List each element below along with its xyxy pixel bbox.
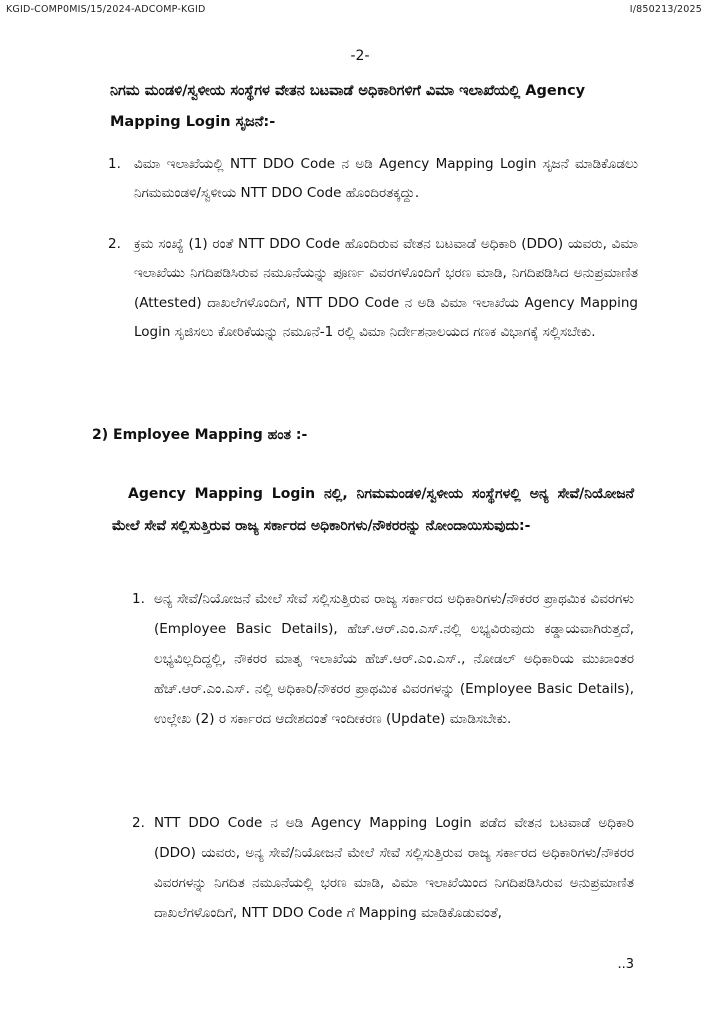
list-item-text: ಕ್ರಮ ಸಂಖ್ಯೆ (1) ರಂತೆ NTT DDO Code ಹೊಂದಿರುವ ವೇತನ ಬಟವಾಡೆ ಅಧಿಕಾರಿ (DDO) ಯವರು, ವಿಮಾ ಇಲಾಖೆಯು ನಿಗದಿಪಡಿಸಿರುವ ನಮೂನೆಯನ್ನು ಪೂರ್ಣ ವಿವರಗಳೊಂದಿಗೆ ಭರಣ ಮಾಡಿ, ನಿಗದಿಪಡಿಸಿದ ಅನುಪ್ರಮಾಣಿತ (Attested) ದಾಖಲೆಗಳೊಂದಿಗೆ, NTT DDO Code ನ ಅಡಿ ವಿಮಾ ಇಲಾಖೆಯ Agency Mapping Login ಸೃಜಿಸಲು ಕೋರಿಕೆಯನ್ನು ನಮೂನೆ-1 ರಲ್ಲಿ ವಿಮಾ ನಿರ್ದೇಶನಾಲಯದ ಗಣಕ ವಿಭಾಗಕ್ಕೆ ಸಲ್ಲಿಸಬೇಕು. <box>134 236 638 341</box>
section2-heading: 2) Employee Mapping ಹಂತ :- <box>92 427 308 443</box>
section2-intro: Agency Mapping Login ನಲ್ಲಿ, ನಿಗಮಮಂಡಳಿ/ಸ್ವಳೀಯ ಸಂಸ್ಥೆಗಳಲ್ಲಿ ಅನ್ಯ ಸೇವೆ/ನಿಯೋಜನೆ ಮೇಲೆ ಸೇವೆ ಸಲ್ಲಿಸುತ್ತಿರುವ ರಾಜ್ಯ ಸರ್ಕಾರದ ಅಧಿಕಾರಿಗಳು/ನೌಕರರನ್ನು ನೋಂದಾಯಿಸುವುದು:- <box>112 486 634 534</box>
list-item-text: ಅನ್ಯ ಸೇವೆ/ನಿಯೋಜನೆ ಮೇಲೆ ಸೇವೆ ಸಲ್ಲಿಸುತ್ತಿರುವ ರಾಜ್ಯ ಸರ್ಕಾರದ ಅಧಿಕಾರಿಗಳು/ನೌಕರರ ಪ್ರಾಥಮಿಕ ವಿವರಗಳು (Employee Basic Details), ಹೆಚ್.ಆರ್.ಎಂ.ಎಸ್.ನಲ್ಲಿ ಲಭ್ಯವಿರುವುದು ಕಡ್ಡಾಯವಾಗಿರುತ್ತದೆ, ಲಭ್ಯವಿಲ್ಲದಿದ್ದಲ್ಲಿ, ನೌಕರರ ಮಾತೃ ಇಲಾಖೆಯ ಹೆಚ್.ಆರ್.ಎಂ.ಎಸ್., ನೋಡಲ್ ಅಧಿಕಾರಿಯ ಮುಖಾಂತರ ಹೆಚ್.ಆರ್.ಎಂ.ಎಸ್. ನಲ್ಲಿ ಅಧಿಕಾರಿ/ನೌಕರರ ಪ್ರಾಥಮಿಕ ವಿವರಗಳನ್ನು (Employee Basic Details), ಉಲ್ಲೇಖ (2) ರ ಸರ್ಕಾರದ ಆದೇಶದಂತೆ ಇಂದೀಕರಣ (Update) ಮಾಡಿಸಬೇಕು. <box>154 591 634 727</box>
list-item-number: 2. <box>132 815 145 831</box>
list-item <box>108 230 638 348</box>
list-item-text: NTT DDO Code ನ ಅಡಿ Agency Mapping Login ಪಡೆದ ವೇತನ ಬಟವಾಡೆ ಅಧಿಕಾರಿ (DDO) ಯವರು, ಅನ್ಯ ಸೇವೆ/ನಿಯೋಜನೆ ಮೇಲೆ ಸೇವೆ ಸಲ್ಲಿಸುತ್ತಿರುವ ರಾಜ್ಯ ಸರ್ಕಾರದ ಅಧಿಕಾರಿಗಳು/ನೌಕರರ ವಿವರಗಳನ್ನು ನಿಗದಿತ ನಮೂನೆಯಲ್ಲಿ ಭರಣ ಮಾಡಿ, ವಿಮಾ ಇಲಾಖೆಯಿಂದ ನಿಗದಿಪಡಿಸಿರುವ ಅನುಪ್ರಮಾಣಿತ ದಾಖಲೆಗಳೊಂದಿಗೆ, NTT DDO Code ಗೆ Mapping ಮಾಡಿಕೊಡುವಂತೆ, <box>154 815 634 921</box>
list-item <box>132 808 634 928</box>
document-reference-number: KGID-COMP0MIS/15/2024-ADCOMP-KGID <box>6 4 206 15</box>
section1-list <box>108 230 638 348</box>
page-number: -2- <box>350 48 370 64</box>
section2-list <box>132 584 634 734</box>
next-page-marker: ..3 <box>617 957 634 972</box>
list-item-number: 1. <box>108 156 121 172</box>
list-item-number: 1. <box>132 591 145 607</box>
section1-list <box>108 150 638 209</box>
list-item-number: 2. <box>108 236 121 252</box>
list-item-text: ವಿಮಾ ಇಲಾಖೆಯಲ್ಲಿ NTT DDO Code ನ ಅಡಿ Agency Mapping Login ಸೃಜನೆ ಮಾಡಿಕೊಡಲು ನಿಗಮಮಂಡಳಿ/ಸ್ವಳೀಯ NTT DDO Code ಹೊಂದಿರತಕ್ಕದ್ದು. <box>134 156 638 202</box>
list-item <box>132 584 634 734</box>
section2-list <box>132 808 634 928</box>
list-item <box>108 150 638 209</box>
inward-number: I/850213/2025 <box>629 4 702 15</box>
section1-heading: ನಿಗಮ ಮಂಡಳಿ/ಸ್ವಳೀಯ ಸಂಸ್ಥೆಗಳ ವೇತನ ಬಟವಾಡೆ ಅಧಿಕಾರಿಗಳಿಗೆ ವಿಮಾ ಇಲಾಖೆಯಲ್ಲಿ Agency Mapping Login ಸೃಜನೆ:- <box>110 83 586 130</box>
